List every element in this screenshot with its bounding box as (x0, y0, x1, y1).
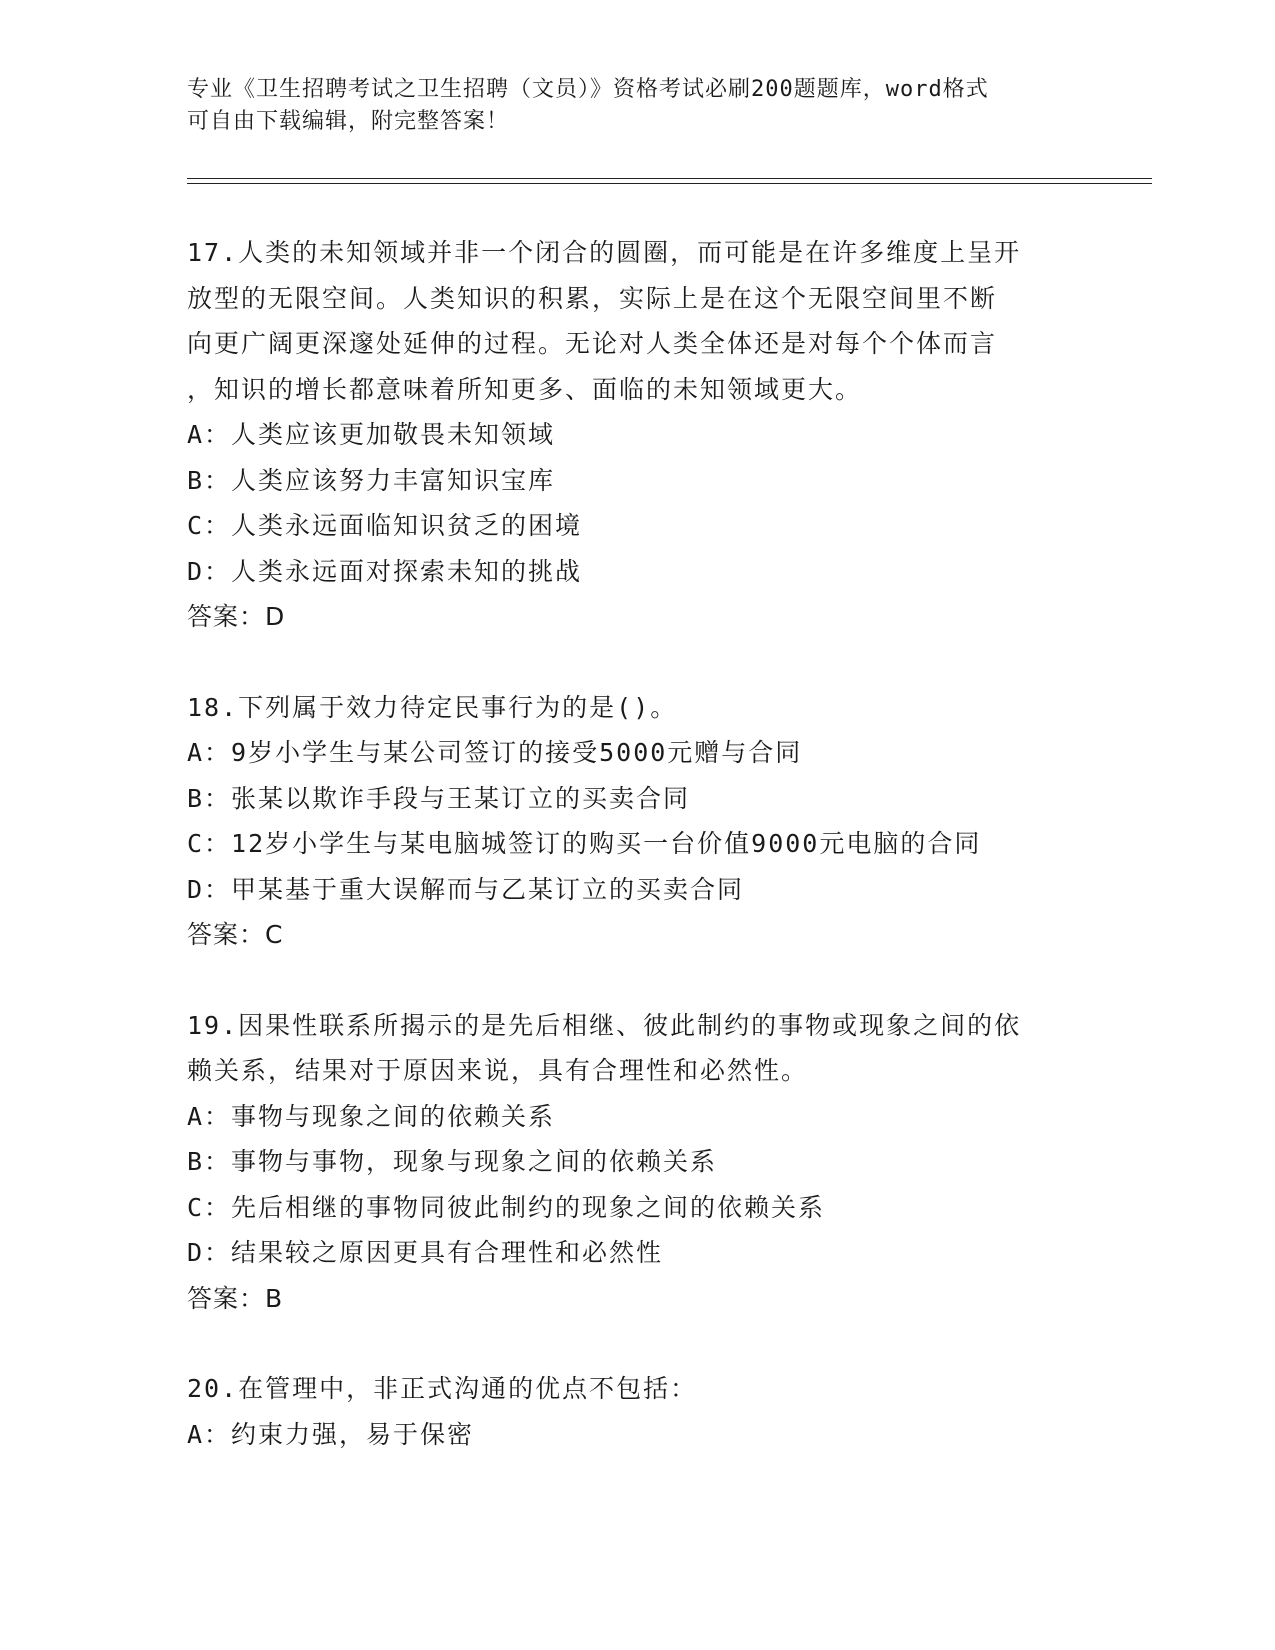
option-d: D：甲某基于重大误解而与乙某订立的买卖合同 (187, 874, 745, 904)
option-a: A：人类应该更加敬畏未知领域 (187, 420, 556, 449)
question-stem-line: 19.因果性联系所揭示的是先后相继、彼此制约的事物或现象之间的依 (187, 1010, 1022, 1040)
question-19 (187, 1003, 1147, 1322)
answer-label: 答案：B (187, 1283, 284, 1313)
question-stem-line: ，知识的增长都意味着所知更多、面临的未知领域更大。 (187, 374, 863, 404)
option-a: A：约束力强，易于保密 (187, 1419, 475, 1449)
option-a: A：事物与现象之间的依赖关系 (187, 1101, 556, 1131)
option-a: A：9岁小学生与某公司签订的接受5000元赠与合同 (187, 738, 803, 767)
question-18 (187, 685, 1147, 958)
question-stem-line: 赖关系，结果对于原因来说，具有合理性和必然性。 (187, 1056, 809, 1085)
header-line-2: 可自由下载编辑，附完整答案！ (187, 109, 510, 134)
header-line-1: 专业《卫生招聘考试之卫生招聘（文员）》资格考试必刷200题题库，word格式 (187, 77, 989, 102)
question-stem-line: 17.人类的未知领域并非一个闭合的圆圈，而可能是在许多维度上呈开 (187, 238, 1022, 267)
question-stem-line: 20.在管理中，非正式沟通的优点不包括： (187, 1374, 698, 1403)
option-b: B：事物与事物，现象与现象之间的依赖关系 (187, 1147, 718, 1176)
option-d: D：人类永远面对探索未知的挑战 (187, 556, 583, 586)
option-c: C：先后相继的事物同彼此制约的现象之间的依赖关系 (187, 1192, 826, 1222)
question-17 (187, 230, 1147, 640)
question-stem-line: 18.下列属于效力待定民事行为的是()。 (187, 692, 678, 722)
question-20 (187, 1366, 1147, 1457)
option-d: D：结果较之原因更具有合理性和必然性 (187, 1238, 664, 1267)
answer-label: 答案：C (187, 920, 284, 949)
document-header (187, 74, 1087, 138)
option-c: C：人类永远面临知识贫乏的困境 (187, 511, 583, 540)
option-c: C：12岁小学生与某电脑城签订的购买一台价值9000元电脑的合同 (187, 829, 982, 858)
header-divider-bottom (187, 183, 1152, 184)
question-stem-line: 向更广阔更深邃处延伸的过程。无论对人类全体还是对每个个体而言 (187, 329, 998, 358)
answer-label: 答案：D (187, 602, 286, 631)
option-b: B：张某以欺诈手段与王某订立的买卖合同 (187, 783, 691, 813)
question-list (187, 230, 1147, 1502)
header-divider-top (187, 178, 1152, 179)
question-stem-line: 放型的无限空间。人类知识的积累，实际上是在这个无限空间里不断 (187, 283, 998, 313)
option-b: B：人类应该努力丰富知识宝库 (187, 465, 556, 495)
